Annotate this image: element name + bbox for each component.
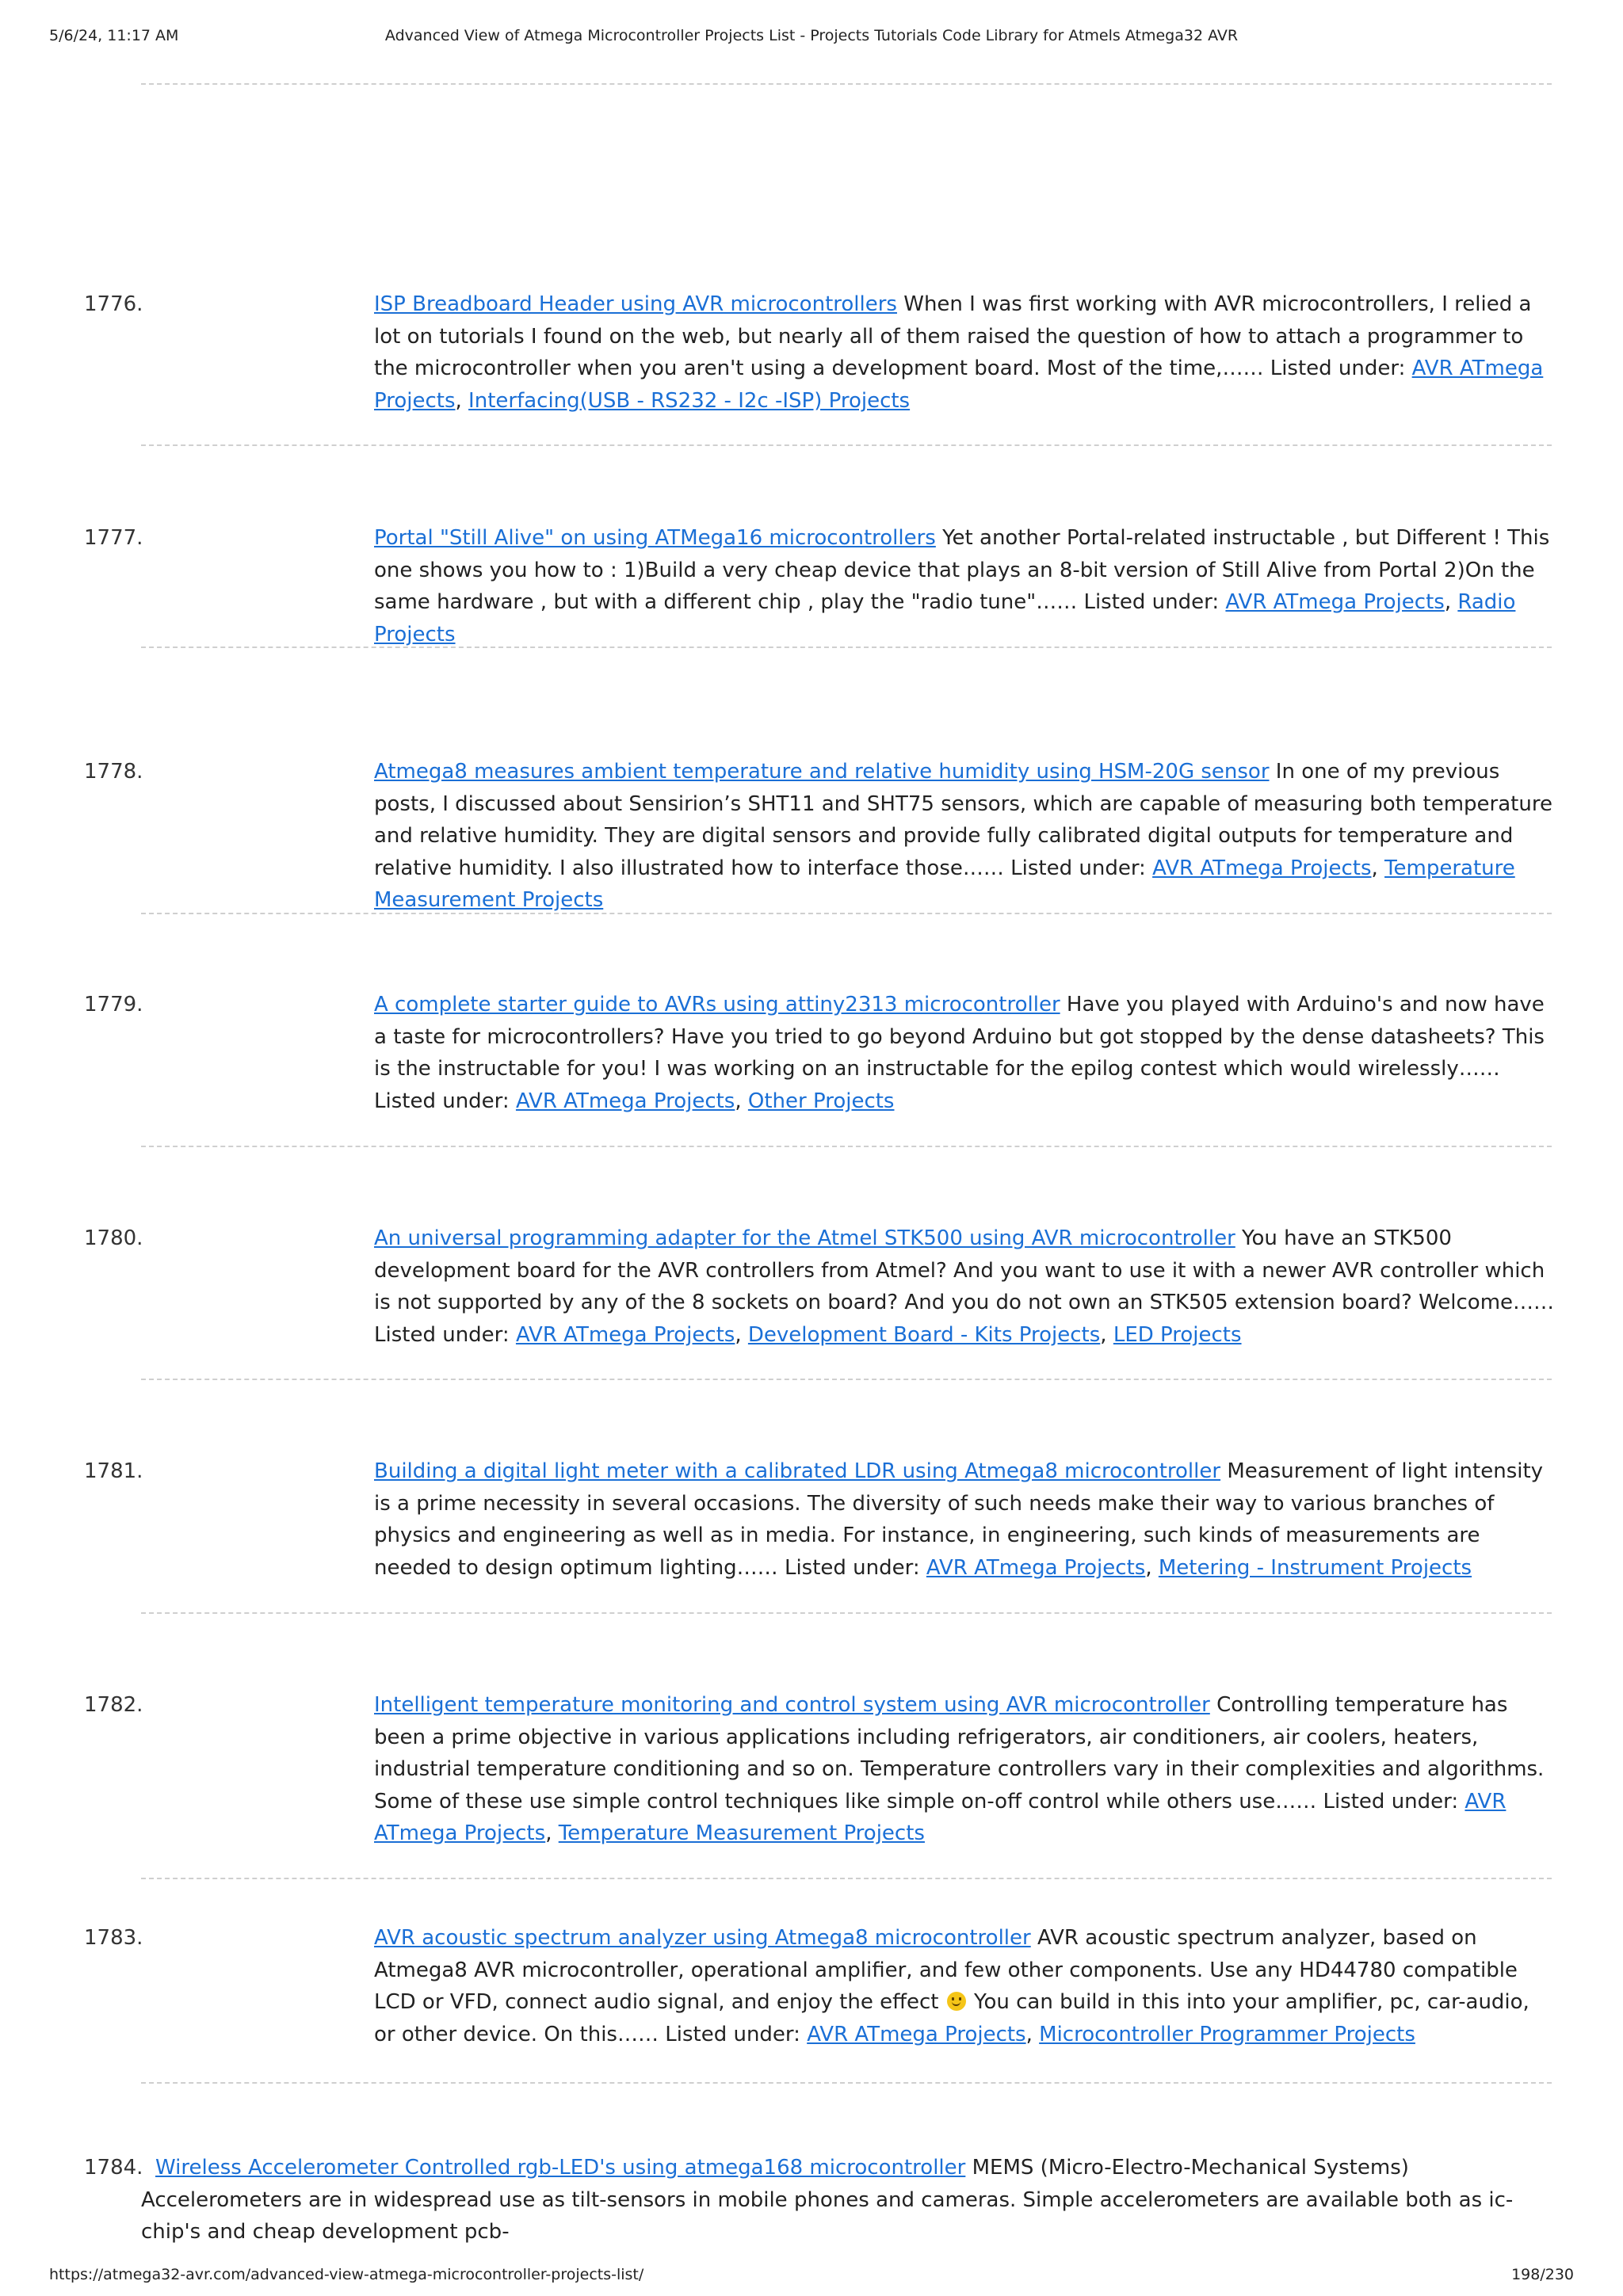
entry-text: Building a digital light meter with a calibrated LDR using Atmega8 microcontroller Measurement of light intensity is a prime necessity in several occasions. The diversity of such needs make their way to various branches of physics and engineering as well as in media. For instance, in engineering, such kinds of measurements are needed to design optimum lighting…… Listed under: AVR ATmega Projects, Metering - Instrument Projects — [374, 1459, 1544, 1580]
project-entry-1784 — [141, 2152, 1560, 2248]
project-description: You have an STK500 development board for the AVR controllers from Atmel? And you want to use it with a newer AVR controller which is not supported by any of the 8 sockets on board? And you do not own an STK505 extension board? Welcome…… — [374, 1226, 1555, 1314]
category-link[interactable]: AVR ATmega Projects — [926, 1555, 1146, 1580]
entry-number: 1776. — [84, 292, 143, 316]
category-link[interactable]: AVR ATmega Projects — [515, 1322, 735, 1347]
entry-text: Intelligent temperature monitoring and control system using AVR microcontroller Controlling temperature has been a prime objective in various applications including refrigerators, air conditioners, air coolers, heaters, industrial temperature conditioning and so on. Temperature controllers vary in their complexities and algorithms. Some of these use simple control techniques like simple on-off control while others use…… Listed under: AVR ATmega Projects, Temperature Measurement Projects — [374, 1693, 1545, 1845]
print-url: https://atmega32-avr.com/advanced-view-atmega-microcontroller-projects-list/ — [49, 2266, 644, 2283]
category-link[interactable]: Interfacing(USB - RS232 - I2c -ISP) Projects — [468, 388, 911, 413]
category-link[interactable]: LED Projects — [1113, 1322, 1242, 1347]
separator — [141, 1379, 1552, 1380]
print-page-number: 198/230 — [1511, 2266, 1574, 2283]
project-description: AVR acoustic spectrum analyzer, based on Atmega8 AVR microcontroller, operational amplifier, and few other components. Use any HD44780 compatible LCD or VFD, connect audio signal, and enjoy the effect — [374, 1926, 1518, 2014]
entry-text: A complete starter guide to AVRs using attiny2313 microcontroller Have you played with Arduino's and now have a taste for microcontrollers? Have you tried to go beyond Arduino but got stopped by the dense datasheets? This is the instructable for you! I was working on an instructable for the epilog contest which would wirelessly…… Listed under: AVR ATmega Projects, Other Projects — [374, 993, 1545, 1113]
separator — [141, 1146, 1552, 1147]
listed-under-label: Listed under: — [1270, 357, 1406, 380]
separator — [141, 2082, 1552, 2084]
category-link[interactable]: Microcontroller Programmer Projects — [1039, 2022, 1415, 2046]
category-link[interactable]: AVR ATmega Projects — [1152, 856, 1372, 880]
category-link[interactable]: Metering - Instrument Projects — [1158, 1555, 1472, 1580]
separator — [141, 1878, 1552, 1879]
print-page-title: Advanced View of Atmega Microcontroller Projects List - Projects Tutorials Code Library for Atmels Atmega32 AVR — [384, 27, 1239, 44]
separator — [141, 1612, 1552, 1614]
project-title-link[interactable]: A complete starter guide to AVRs using attiny2313 microcontroller — [374, 993, 1060, 1016]
entry-number: 1778. — [84, 760, 143, 784]
project-title-link[interactable]: AVR acoustic spectrum analyzer using Atmega8 microcontroller — [374, 1926, 1031, 1950]
project-title-link[interactable]: Portal "Still Alive" on using ATMega16 microcontrollers — [374, 526, 936, 550]
category-link[interactable]: Temperature Measurement Projects — [374, 856, 1515, 912]
entry-number: 1782. — [84, 1693, 143, 1717]
project-description: MEMS (Micro-Electro-Mechanical Systems) Accelerometers are in widespread use as tilt-sensors in mobile phones and cameras. Simple accelerometers are available both as ic-chip's and cheap development pcb- — [141, 2156, 1514, 2244]
entry-text: Atmega8 measures ambient temperature and relative humidity using HSM-20G sensor In one of my previous posts, I discussed about Sensirion’s SHT11 and SHT75 sensors, which are capable of measuring both temperature and relative humidity. They are digital sensors and provide fully calibrated digital outputs for temperature and relative humidity. I also illustrated how to interface those…… Listed under: AVR ATmega Projects, Temperature Measurement Projects — [374, 760, 1552, 912]
entry-number: 1783. — [84, 1926, 143, 1950]
project-title-link[interactable]: Building a digital light meter with a calibrated LDR using Atmega8 microcontroller — [374, 1459, 1221, 1483]
category-link[interactable]: AVR ATmega Projects — [1225, 590, 1445, 614]
project-title-link[interactable]: ISP Breadboard Header using AVR microcontrollers — [374, 292, 897, 316]
entry-number: 1777. — [84, 526, 143, 550]
print-datetime: 5/6/24, 11:17 AM — [49, 27, 179, 44]
project-title-link[interactable]: Atmega8 measures ambient temperature and relative humidity using HSM-20G sensor — [374, 760, 1270, 784]
listed-under-label: Listed under: — [374, 1322, 510, 1347]
listed-under-label: Listed under: — [374, 1089, 510, 1113]
project-description: When I was first working with AVR microcontrollers, I relied a lot on tutorials I found on the web, but nearly all of them raised the question of how to attach a programmer to the microcontroller when you aren't using a development board. Most of the time,…… — [374, 292, 1532, 380]
project-description: Controlling temperature has been a prime objective in various applications including refrigerators, air conditioners, air coolers, heaters, industrial temperature conditioning and so on. Temperature controllers vary in their complexities and algorithms. Some of these use simple control techniques like simple on-off control while others use…… — [374, 1693, 1545, 1814]
project-description: Yet another Portal-related instructable , but Different ! This one shows you how to : 1)Build a very cheap device that plays an 8-bit version of Still Alive from Portal 2)On the same hardware , but with a different chip , play the "radio tune"…… — [374, 526, 1550, 614]
entry-text: An universal programming adapter for the Atmel STK500 using AVR microcontroller You have an STK500 development board for the AVR controllers from Atmel? And you want to use it with a newer AVR controller which is not supported by any of the 8 sockets on board? And you do not own an STK505 extension board? Welcome…… Listed under: AVR ATmega Projects, Development Board - Kits Projects, LED Projects — [374, 1226, 1555, 1347]
project-description: In one of my previous posts, I discussed about Sensirion’s SHT11 and SHT75 sensors, which are capable of measuring both temperature and relative humidity. They are digital sensors and provide fully calibrated digital outputs for temperature and relative humidity. I also illustrated how to interface those…… — [374, 760, 1552, 880]
entry-number: 1779. — [84, 993, 143, 1016]
project-title-link[interactable]: Intelligent temperature monitoring and control system using AVR microcontroller — [374, 1693, 1210, 1717]
entry-number: 1784. — [84, 2156, 143, 2180]
entry-number: 1780. — [84, 1226, 143, 1250]
category-link[interactable]: AVR ATmega Projects — [515, 1089, 735, 1113]
entry-text: Portal "Still Alive" on using ATMega16 microcontrollers Yet another Portal-related instructable , but Different ! This one shows you how to : 1)Build a very cheap device that plays an 8-bit version of Still Alive from Portal 2)On the same hardware , but with a different chip , play the "radio tune"…… Listed under: AVR ATmega Projects, Radio Projects — [374, 526, 1550, 646]
project-title-link[interactable]: Wireless Accelerometer Controlled rgb-LED's using atmega168 microcontroller — [155, 2156, 966, 2180]
entry-text: ISP Breadboard Header using AVR microcontrollers When I was first working with AVR microcontrollers, I relied a lot on tutorials I found on the web, but nearly all of them raised the question of how to attach a programmer to the microcontroller when you aren't using a development board. Most of the time,…… Listed under: AVR ATmega Projects, Interfacing(USB - RS232 - I2c -ISP) Projects — [374, 292, 1544, 413]
project-title-link[interactable]: An universal programming adapter for the Atmel STK500 using AVR microcontroller — [374, 1226, 1235, 1250]
category-link[interactable]: Radio Projects — [374, 590, 1516, 646]
separator — [141, 444, 1552, 446]
listed-under-label: Listed under: — [1083, 590, 1220, 614]
entry-number: 1781. — [84, 1459, 143, 1483]
category-link[interactable]: Other Projects — [747, 1089, 895, 1113]
category-link[interactable]: AVR ATmega Projects — [807, 2022, 1026, 2046]
listed-under-label: Listed under: — [1010, 856, 1146, 880]
project-description: Have you played with Arduino's and now have a taste for microcontrollers? Have you tried to go beyond Arduino but got stopped by the dense datasheets? This is the instructable for you! I was working on an instructable for the epilog contest which would wirelessly…… — [374, 993, 1545, 1081]
listed-under-label: Listed under: — [1323, 1789, 1459, 1814]
smile-emoji-icon — [947, 1992, 966, 2011]
category-link[interactable]: AVR ATmega Projects — [374, 357, 1544, 413]
entry-text: AVR acoustic spectrum analyzer using Atmega8 microcontroller AVR acoustic spectrum analyzer, based on Atmega8 AVR microcontroller, operational amplifier, and few other components. Use any HD44780 compatible LCD or VFD, connect audio signal, and enjoy the effect You can build in this into your amplifier, pc, car-audio, or other device. On this…… Listed under: AVR ATmega Projects, Microcontroller Programmer Projects — [374, 1926, 1529, 2046]
project-description-cont: You can build in this into your amplifier, pc, car-audio, or other device. On this…… — [374, 1990, 1529, 2046]
listed-under-label: Listed under: — [784, 1555, 920, 1580]
listed-under-label: Listed under: — [665, 2022, 800, 2046]
category-link[interactable]: Development Board - Kits Projects — [747, 1322, 1101, 1347]
category-link[interactable]: Temperature Measurement Projects — [558, 1821, 925, 1845]
category-link[interactable]: AVR ATmega Projects — [374, 1789, 1507, 1845]
project-description: Measurement of light intensity is a prime necessity in several occasions. The diversity of such needs make their way to various branches of physics and engineering as well as in media. For instance, in engineering, such kinds of measurements are needed to design optimum lighting…… — [374, 1459, 1544, 1580]
separator — [141, 83, 1552, 85]
